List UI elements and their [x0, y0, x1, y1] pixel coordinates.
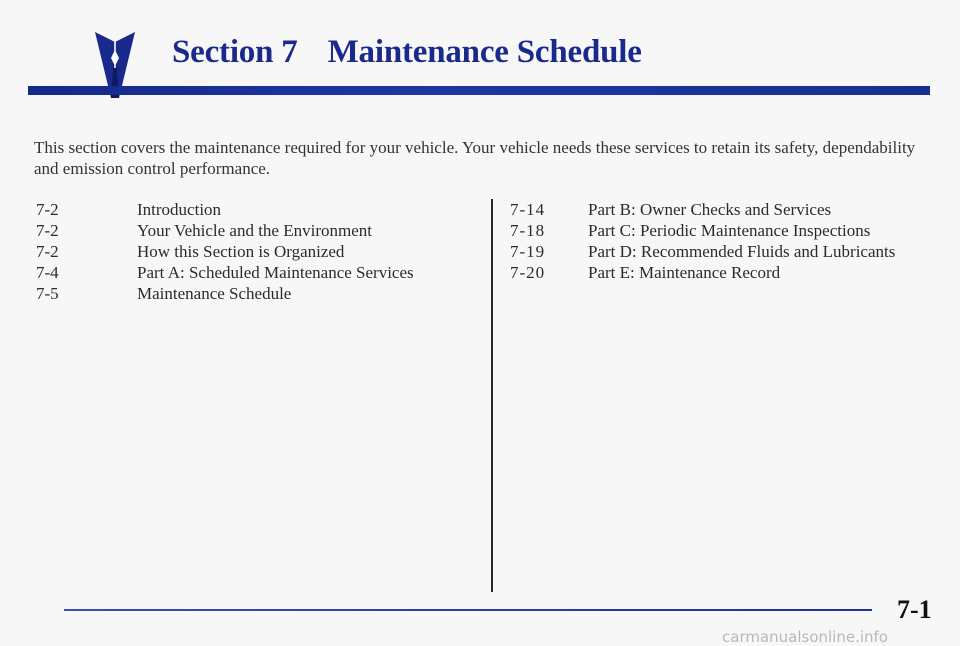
toc-entry[interactable] [36, 220, 414, 241]
page-title [172, 34, 642, 71]
toc-page-number: 7-19 [510, 242, 546, 261]
intro-paragraph: This section covers the maintenance required for your vehicle. Your vehicle needs these services to retain its safety, dependability and emission control performance. [34, 138, 916, 178]
column-divider [491, 199, 493, 592]
toc-entry[interactable] [36, 199, 414, 220]
toc-page-number: 7-14 [510, 200, 546, 219]
footer-rule [64, 609, 872, 611]
toc-page-number: 7-2 [36, 242, 59, 261]
toc-entry-label: Introduction [137, 200, 222, 219]
toc-entry-label: Maintenance Schedule [137, 284, 292, 303]
watermark: carmanualsonline.info [722, 628, 888, 646]
toc-entry[interactable] [510, 241, 895, 262]
toc-page-number: 7-4 [36, 263, 59, 282]
toc-entry[interactable] [36, 262, 414, 283]
toc-entry[interactable] [36, 241, 414, 262]
toc-left-column [36, 199, 414, 304]
toc-entry-label: Part C: Periodic Maintenance Inspections [588, 221, 871, 240]
toc-entry-label: Part B: Owner Checks and Services [588, 200, 832, 219]
toc-entry[interactable] [510, 262, 895, 283]
toc-page-number: 7-5 [36, 284, 59, 303]
toc-entry[interactable] [510, 199, 895, 220]
toc-entry[interactable] [36, 283, 414, 304]
toc-right-column [510, 199, 895, 283]
toc-entry-label: Part D: Recommended Fluids and Lubricants [588, 242, 896, 261]
toc-entry-label: How this Section is Organized [137, 242, 345, 261]
page-number: 7-1 [897, 595, 932, 624]
toc-page-number: 7-18 [510, 221, 546, 240]
toc-entry-label: Your Vehicle and the Environment [137, 221, 372, 240]
header-rule [28, 86, 930, 95]
toc-entry-label: Part E: Maintenance Record [588, 263, 781, 282]
toc-page-number: 7-2 [36, 221, 59, 240]
section-title: Maintenance Schedule [327, 34, 642, 70]
section-label: Section 7 [172, 34, 298, 70]
toc-entry[interactable] [510, 220, 895, 241]
toc-page-number: 7-20 [510, 263, 546, 282]
toc-entry-label: Part A: Scheduled Maintenance Services [137, 263, 414, 282]
toc-page-number: 7-2 [36, 200, 59, 219]
